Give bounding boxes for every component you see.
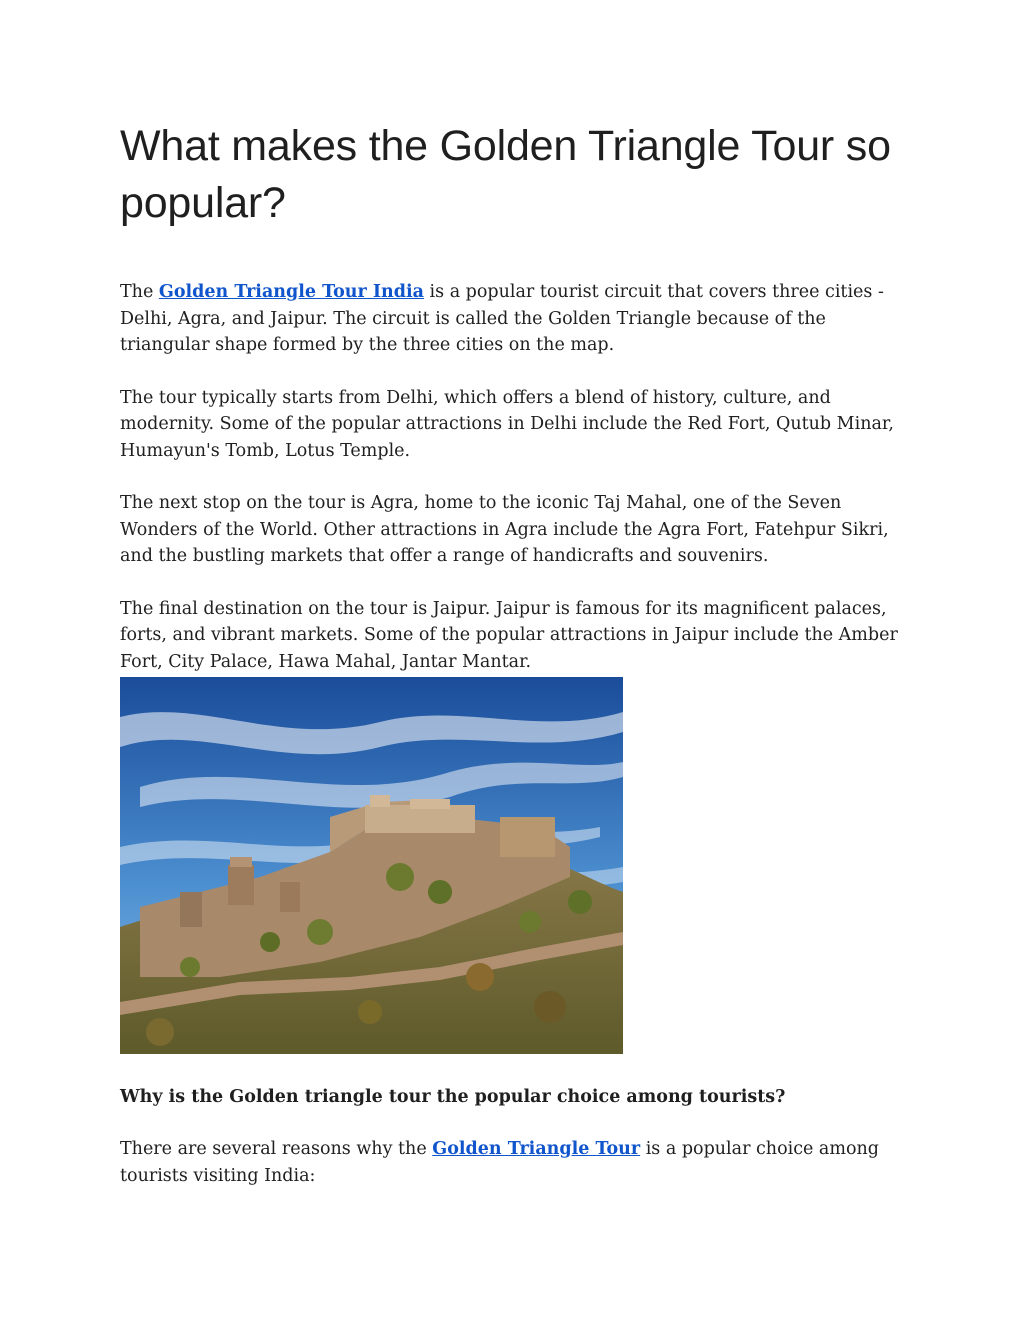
fort-photo: [120, 677, 623, 1054]
jaipur-paragraph: The final destination on the tour is Jaipur. Jaipur is famous for its magnificent palaces, forts, and vibrant markets. Some of the popular attractions in Jaipur include the Amber Fort, City Palace, Hawa Mahal, Jantar Mantar.: [120, 598, 898, 672]
intro-suffix: is a popular tourist circuit that covers three cities - Delhi, Agra, and Jaipur. The circuit is called the Golden Triangle because of the triangular shape formed by the three cities on the map.: [120, 282, 884, 355]
reasons-prefix: There are several reasons why the: [120, 1139, 433, 1159]
page-title: What makes the Golden Triangle Tour so popular?: [120, 122, 891, 227]
golden-triangle-tour-link[interactable]: Golden Triangle Tour: [432, 1139, 641, 1159]
agra-paragraph: The next stop on the tour is Agra, home to the iconic Taj Mahal, one of the Seven Wonders of the World. Other attractions in Agra include the Agra Fort, Fatehpur Sikri, and the bustling markets that offer a range of handicrafts and souvenirs.: [120, 493, 889, 566]
intro-prefix: The: [120, 282, 159, 302]
reasons-paragraph: [120, 1136, 910, 1189]
reasons-suffix: is a popular choice among tourists visiting India:: [120, 1139, 879, 1186]
delhi-paragraph: The tour typically starts from Delhi, which offers a blend of history, culture, and modernity. Some of the popular attractions in Delhi include the Red Fort, Qutub Minar, Humayun's Tomb, Lotus Temple.: [120, 387, 894, 461]
document-page: [120, 118, 910, 1189]
intro-paragraph: [120, 279, 910, 359]
section-subheading: Why is the Golden triangle tour the popular choice among tourists?: [120, 1087, 786, 1107]
golden-triangle-tour-india-link[interactable]: Golden Triangle Tour India: [158, 282, 424, 302]
